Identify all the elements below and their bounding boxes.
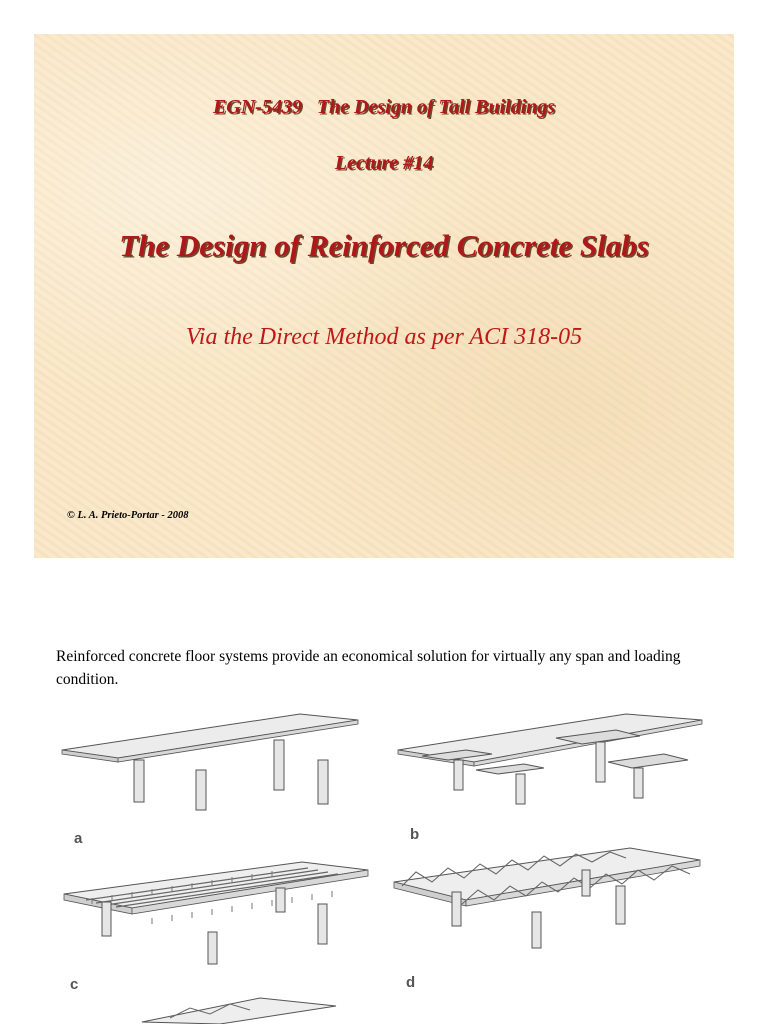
wide-module-joist-icon	[392, 846, 704, 958]
intro-paragraph: Reinforced concrete floor systems provide an economical solution for virtually any span and loading condition.	[56, 648, 681, 688]
one-way-joist-slab-icon	[62, 858, 372, 968]
subtitle: Via the Direct Method as per ACI 318-05	[185, 324, 583, 350]
lecture-number: Lecture #14	[334, 152, 434, 174]
flat-slab-drop-panels-icon	[396, 712, 706, 812]
panel-label-b: b	[410, 826, 420, 843]
main-title: The Design of Reinforced Concrete Slabs	[119, 228, 649, 263]
title-slide	[34, 34, 734, 558]
panel-label-a: a	[74, 830, 83, 847]
copyright-notice: © L. A. Prieto-Portar - 2008	[67, 510, 189, 521]
course-title: EGN-5439 The Design of Tall Buildings	[212, 96, 556, 118]
panel-label-d: d	[406, 974, 416, 991]
flat-plate-icon	[60, 708, 360, 828]
panel-label-c: c	[70, 976, 79, 993]
waffle-slab-icon	[140, 992, 340, 1024]
